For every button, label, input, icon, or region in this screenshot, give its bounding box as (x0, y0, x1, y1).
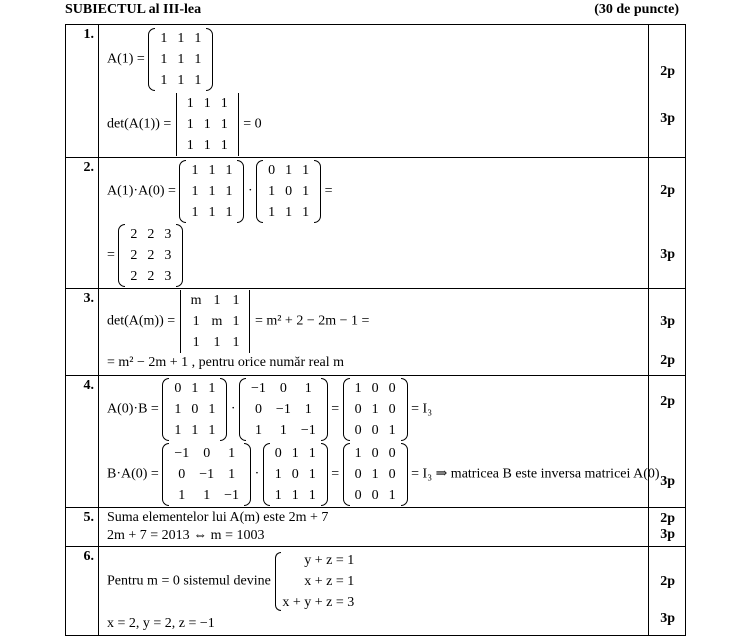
points-value: 2p (660, 353, 675, 368)
matrix-entry: 0 (178, 467, 186, 482)
points-cell (649, 158, 686, 289)
matrix-entry: 1 (213, 293, 221, 308)
solution-line: Suma elementelor lui A(m) este 2m + 7 (107, 510, 329, 525)
matrix-entry: 0 (388, 381, 396, 396)
matrix (118, 224, 183, 287)
matrix-entry: 1 (279, 423, 287, 438)
matrix-entry: 0 (354, 402, 362, 417)
matrix (239, 378, 328, 441)
points-value: 2p (660, 183, 675, 198)
equation: x + z = 1 (304, 574, 355, 589)
points-value: 3p (660, 611, 675, 626)
expression-result: = I₃ ⇒ matricea B este inversa matricei A(0) (411, 466, 660, 482)
matrix-entry: 0 (388, 402, 396, 417)
points-value: 3p (660, 111, 675, 126)
points-cell (649, 289, 686, 376)
solution-line: B·A(0) = −1 0 1 0 −1 1 1 1 −1 · 0 1 1 1 0 1 1 1 1 = 1 0 0 0 1 0 0 0 1 = I₃ ⇒ matricea B este inversa matricei A(0) (107, 443, 660, 506)
matrix-entry: 1 (371, 467, 379, 482)
matrix-entry: 1 (304, 402, 312, 417)
matrix-entry: 1 (192, 314, 200, 329)
matrix-entry: 1 (254, 423, 262, 438)
expression-result: = I₃ (411, 401, 433, 417)
matrix-entry: 1 (308, 488, 316, 503)
solution-line: = m² − 2m + 1 , pentru orice număr real m (107, 355, 345, 370)
matrix-entry: 1 (203, 96, 211, 111)
matrix-entry: 1 (194, 73, 202, 88)
points-value: 2p (660, 394, 675, 409)
matrix-entry: 2 (130, 248, 138, 263)
matrix-entry: 1 (302, 163, 310, 178)
matrix-entry: 0 (268, 163, 276, 178)
solution-cell (99, 547, 649, 636)
matrix-entry: 1 (302, 205, 310, 220)
determinant (175, 93, 240, 156)
matrix-entry: 0 (191, 402, 199, 417)
item-number: 2. (66, 158, 99, 289)
determinant (179, 290, 252, 353)
matrix-entry: 1 (232, 314, 240, 329)
equation-system (274, 550, 354, 613)
matrix-entry: −1 (251, 381, 266, 396)
operator: · (247, 183, 253, 199)
matrix-entry: 1 (232, 293, 240, 308)
matrix-entry: 0 (388, 446, 396, 461)
solution-line (107, 224, 183, 287)
expression-result: = 0 (243, 116, 262, 132)
matrix-entry: 1 (354, 381, 362, 396)
operator: = (324, 183, 333, 199)
matrix-entry: 1 (174, 423, 182, 438)
matrix-entry: 1 (228, 446, 236, 461)
points-cell (649, 25, 686, 158)
item-number: 5. (66, 508, 99, 547)
matrix (162, 443, 251, 506)
subject-points: (30 de puncte) (594, 2, 679, 17)
matrix-entry: 0 (254, 402, 262, 417)
matrix-entry: 0 (371, 423, 379, 438)
equation: x + y + z = 3 (282, 595, 355, 610)
matrix-entry: 2 (130, 227, 138, 242)
points-value: 3p (660, 247, 675, 262)
points-cell (649, 376, 686, 508)
matrix-entry: 1 (191, 423, 199, 438)
matrix-entry: m (211, 314, 223, 329)
points-value: 2p (660, 574, 675, 589)
matrix-entry: 1 (354, 446, 362, 461)
matrix-entry: 1 (191, 205, 199, 220)
solution-cell (99, 289, 649, 376)
matrix-entry: 1 (160, 73, 168, 88)
subject-title: SUBIECTUL al III-lea (65, 2, 202, 17)
matrix-entry: 3 (164, 269, 172, 284)
matrix-entry: 1 (220, 96, 228, 111)
matrix-entry: 1 (285, 163, 293, 178)
matrix-entry: 1 (208, 381, 216, 396)
matrix-entry: 0 (354, 423, 362, 438)
matrix (162, 378, 227, 441)
matrix-entry: 1 (174, 402, 182, 417)
matrix-entry: 1 (285, 205, 293, 220)
matrix-entry: 1 (208, 163, 216, 178)
item-number: 1. (66, 25, 99, 158)
matrix-entry: 1 (274, 467, 282, 482)
matrix (343, 378, 408, 441)
expression-label: A(1) = (107, 51, 145, 67)
matrix-entry: 1 (232, 335, 240, 350)
matrix-entry: 1 (192, 335, 200, 350)
points-cell (649, 547, 686, 636)
matrix-entry: 1 (208, 402, 216, 417)
matrix-entry: 1 (225, 184, 233, 199)
expression-label: B·A(0) = (107, 466, 159, 482)
matrix-entry: 0 (279, 381, 287, 396)
matrix-entry: 1 (388, 488, 396, 503)
matrix-entry: 1 (291, 446, 299, 461)
expression-label: det(A(m)) = (107, 313, 176, 329)
matrix-entry: −1 (174, 446, 190, 461)
equation: y + z = 1 (304, 553, 355, 568)
expression-label: A(1)·A(0) = (107, 183, 176, 199)
matrix-entry: 1 (194, 52, 202, 67)
matrix-entry: 1 (203, 138, 211, 153)
matrix-entry: 1 (208, 205, 216, 220)
matrix-entry: 1 (225, 205, 233, 220)
matrix-entry: 1 (177, 73, 185, 88)
matrix-entry: 1 (388, 423, 396, 438)
matrix (343, 443, 408, 506)
solution-cell (99, 158, 649, 289)
matrix-entry: 0 (203, 446, 211, 461)
matrix-entry: 1 (220, 117, 228, 132)
solution-line: 2m + 7 = 2013 ⇔ m = 1003 (107, 528, 265, 543)
table-row (66, 25, 686, 158)
solution-line (107, 93, 262, 156)
matrix-entry: 3 (164, 248, 172, 263)
matrix-entry: 1 (194, 31, 202, 46)
matrix-entry: −1 (199, 467, 215, 482)
matrix-entry: 0 (371, 446, 379, 461)
matrix-entry: 1 (220, 138, 228, 153)
matrix-entry: 2 (147, 269, 155, 284)
matrix-entry: −1 (224, 488, 240, 503)
matrix-entry: 1 (203, 117, 211, 132)
matrix-entry: 1 (160, 52, 168, 67)
item-number: 6. (66, 547, 99, 636)
expression-result: = m² + 2 − 2m − 1 = (254, 313, 370, 329)
matrix-entry: 1 (177, 52, 185, 67)
matrix-entry: −1 (275, 402, 291, 417)
matrix-entry: 0 (354, 488, 362, 503)
matrix (148, 28, 213, 91)
matrix-entry: 1 (191, 184, 199, 199)
expression-label: Pentru m = 0 sistemul devine (107, 573, 271, 589)
matrix-entry: 0 (371, 381, 379, 396)
points-value: 3p (660, 527, 675, 542)
solution-line (107, 28, 213, 91)
matrix (256, 160, 321, 223)
points-value: 2p (660, 64, 675, 79)
matrix-entry: 1 (208, 184, 216, 199)
matrix-entry: 1 (208, 423, 216, 438)
matrix-entry: 1 (177, 31, 185, 46)
matrix-entry: 3 (164, 227, 172, 242)
points-value: 3p (660, 474, 675, 489)
points-value: 2p (660, 511, 675, 526)
matrix-entry: 1 (160, 31, 168, 46)
solution-line: A(0)·B = 0 1 1 1 0 1 1 1 1 · −1 0 1 0 −1 1 1 1 −1 = 1 0 0 0 1 0 0 0 1 = I₃ (107, 378, 432, 441)
matrix-entry: 1 (213, 335, 221, 350)
matrix-entry: −1 (300, 423, 316, 438)
table-row (66, 289, 686, 376)
table-row (66, 547, 686, 636)
matrix-entry: 1 (186, 117, 194, 132)
matrix (263, 443, 328, 506)
matrix-entry: 1 (308, 446, 316, 461)
matrix-entry: 1 (186, 138, 194, 153)
matrix-entry: 1 (268, 205, 276, 220)
matrix-entry: 1 (191, 163, 199, 178)
points-cell (649, 508, 686, 547)
matrix-entry: 1 (191, 381, 199, 396)
solution-cell (99, 508, 649, 547)
matrix-entry: m (190, 293, 202, 308)
matrix-entry: 0 (291, 467, 299, 482)
matrix-entry: 2 (130, 269, 138, 284)
matrix-entry: 0 (274, 446, 282, 461)
matrix-entry: 0 (354, 467, 362, 482)
solution-table (65, 24, 686, 636)
solution-line (107, 160, 333, 223)
matrix-entry: 1 (186, 96, 194, 111)
matrix-entry: 0 (285, 184, 293, 199)
solution-line (107, 290, 369, 353)
matrix-entry: 1 (291, 488, 299, 503)
matrix-entry: 0 (174, 381, 182, 396)
solution-line (107, 550, 354, 613)
matrix (179, 160, 244, 223)
solution-cell (99, 25, 649, 158)
table-row (66, 508, 686, 547)
points-value: 3p (660, 314, 675, 329)
solution-line: x = 2, y = 2, z = −1 (107, 616, 215, 631)
expression-label: A(0)·B = (107, 401, 159, 417)
matrix-entry: 0 (371, 488, 379, 503)
matrix-entry: 1 (178, 488, 186, 503)
item-number: 3. (66, 289, 99, 376)
matrix-entry: 1 (228, 467, 236, 482)
table-row (66, 158, 686, 289)
matrix-entry: 1 (302, 184, 310, 199)
matrix-entry: 2 (147, 248, 155, 263)
matrix-entry: 1 (203, 488, 211, 503)
solution-cell (99, 376, 660, 508)
table-row (66, 376, 686, 508)
expression-label: det(A(1)) = (107, 116, 172, 132)
expression-label: = (107, 247, 115, 263)
matrix-entry: 1 (371, 402, 379, 417)
matrix-entry: 2 (147, 227, 155, 242)
matrix-entry: 1 (308, 467, 316, 482)
matrix-entry: 0 (388, 467, 396, 482)
matrix-entry: 1 (274, 488, 282, 503)
item-number: 4. (66, 376, 99, 508)
matrix-entry: 1 (304, 381, 312, 396)
matrix-entry: 1 (268, 184, 276, 199)
matrix-entry: 1 (225, 163, 233, 178)
